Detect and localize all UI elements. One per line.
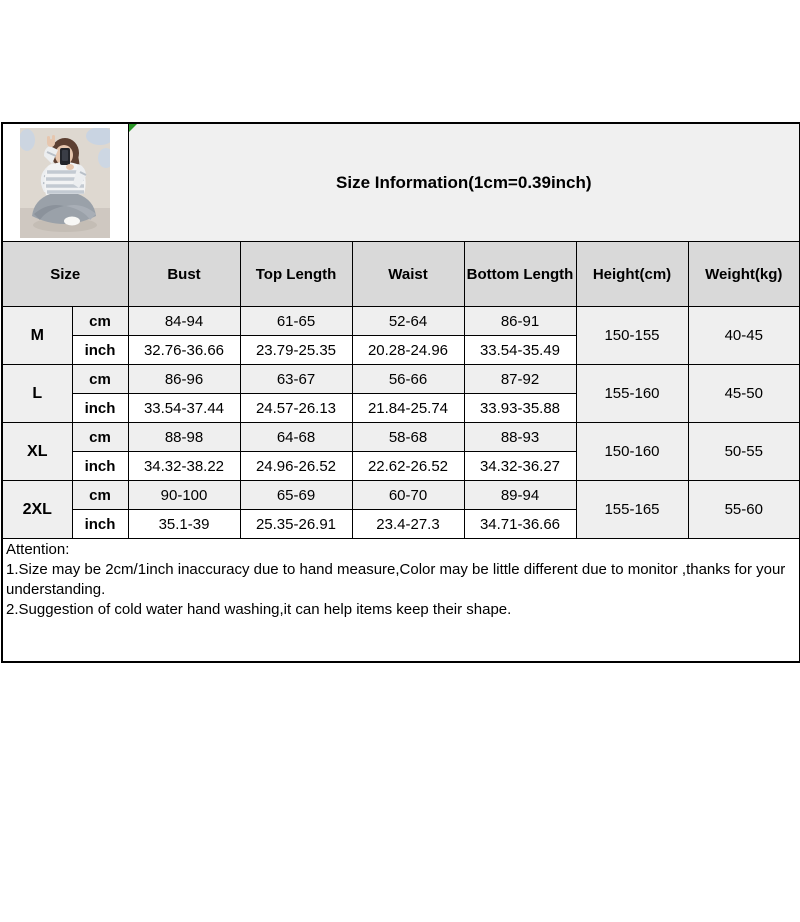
unit-label: inch [72, 336, 128, 365]
title-cell [128, 123, 800, 242]
cell-m-bust-cm: 84-94 [128, 307, 240, 336]
cell-2xl-weight: 55-60 [688, 481, 800, 539]
col-header-bust: Bust [128, 242, 240, 307]
col-header-size: Size [2, 242, 128, 307]
cell-xl-waist-inch: 22.62-26.52 [352, 452, 464, 481]
cell-l-waist-cm: 56-66 [352, 365, 464, 394]
cell-l-toplength-inch: 24.57-26.13 [240, 394, 352, 423]
cell-l-bottomlength-inch: 33.93-35.88 [464, 394, 576, 423]
cell-m-toplength-inch: 23.79-25.35 [240, 336, 352, 365]
page-title: Size Information(1cm=0.39inch) [336, 172, 592, 192]
unit-label: cm [72, 481, 128, 510]
product-photo-cell [2, 123, 128, 242]
cell-xl-bottomlength-inch: 34.32-36.27 [464, 452, 576, 481]
cell-m-bottomlength-inch: 33.54-35.49 [464, 336, 576, 365]
cell-m-toplength-cm: 61-65 [240, 307, 352, 336]
cell-flag-marker [129, 124, 137, 132]
col-header-bottom-length: Bottom Length [464, 242, 576, 307]
size-label-l: L [2, 365, 72, 423]
cell-2xl-bust-inch: 35.1-39 [128, 510, 240, 539]
size-chart-table [1, 122, 800, 663]
col-header-weight: Weight(kg) [688, 242, 800, 307]
col-header-top-length: Top Length [240, 242, 352, 307]
col-header-height: Height(cm) [576, 242, 688, 307]
cell-2xl-toplength-cm: 65-69 [240, 481, 352, 510]
unit-label: cm [72, 423, 128, 452]
unit-label: cm [72, 365, 128, 394]
attention-heading: Attention: [6, 541, 70, 558]
table-row-xl-cm [2, 423, 800, 452]
cell-m-bust-inch: 32.76-36.66 [128, 336, 240, 365]
unit-label: inch [72, 394, 128, 423]
cell-m-weight: 40-45 [688, 307, 800, 365]
cell-xl-weight: 50-55 [688, 423, 800, 481]
cell-l-bust-cm: 86-96 [128, 365, 240, 394]
attention-cell [2, 539, 800, 663]
unit-label: cm [72, 307, 128, 336]
cell-2xl-bust-cm: 90-100 [128, 481, 240, 510]
cell-m-waist-cm: 52-64 [352, 307, 464, 336]
cell-xl-waist-cm: 58-68 [352, 423, 464, 452]
size-label-2xl: 2XL [2, 481, 72, 539]
attention-line-2: 2.Suggestion of cold water hand washing,it can help items keep their shape. [6, 601, 512, 618]
cell-l-height: 155-160 [576, 365, 688, 423]
cell-2xl-waist-cm: 60-70 [352, 481, 464, 510]
attention-row [2, 539, 800, 663]
cell-m-height: 150-155 [576, 307, 688, 365]
cell-xl-height: 150-160 [576, 423, 688, 481]
cell-2xl-toplength-inch: 25.35-26.91 [240, 510, 352, 539]
size-label-xl: XL [2, 423, 72, 481]
cell-l-waist-inch: 21.84-25.74 [352, 394, 464, 423]
cell-xl-bust-cm: 88-98 [128, 423, 240, 452]
cell-m-waist-inch: 20.28-24.96 [352, 336, 464, 365]
cell-2xl-bottomlength-cm: 89-94 [464, 481, 576, 510]
cell-2xl-bottomlength-inch: 34.71-36.66 [464, 510, 576, 539]
size-label-m: M [2, 307, 72, 365]
cell-xl-bottomlength-cm: 88-93 [464, 423, 576, 452]
cell-l-bottomlength-cm: 87-92 [464, 365, 576, 394]
table-row-l-cm [2, 365, 800, 394]
cell-l-bust-inch: 33.54-37.44 [128, 394, 240, 423]
product-photo [20, 128, 110, 238]
cell-xl-bust-inch: 34.32-38.22 [128, 452, 240, 481]
col-header-waist: Waist [352, 242, 464, 307]
unit-label: inch [72, 510, 128, 539]
header-row [2, 242, 800, 307]
cell-2xl-height: 155-165 [576, 481, 688, 539]
table-row-2xl-cm [2, 481, 800, 510]
cell-2xl-waist-inch: 23.4-27.3 [352, 510, 464, 539]
cell-xl-toplength-cm: 64-68 [240, 423, 352, 452]
cell-xl-toplength-inch: 24.96-26.52 [240, 452, 352, 481]
cell-l-toplength-cm: 63-67 [240, 365, 352, 394]
unit-label: inch [72, 452, 128, 481]
table-row-m-cm [2, 307, 800, 336]
title-row [2, 123, 800, 242]
attention-line-1: 1.Size may be 2cm/1inch inaccuracy due to hand measure,Color may be little different due to monitor ,thanks for your understanding. [6, 561, 786, 598]
cell-l-weight: 45-50 [688, 365, 800, 423]
cell-m-bottomlength-cm: 86-91 [464, 307, 576, 336]
